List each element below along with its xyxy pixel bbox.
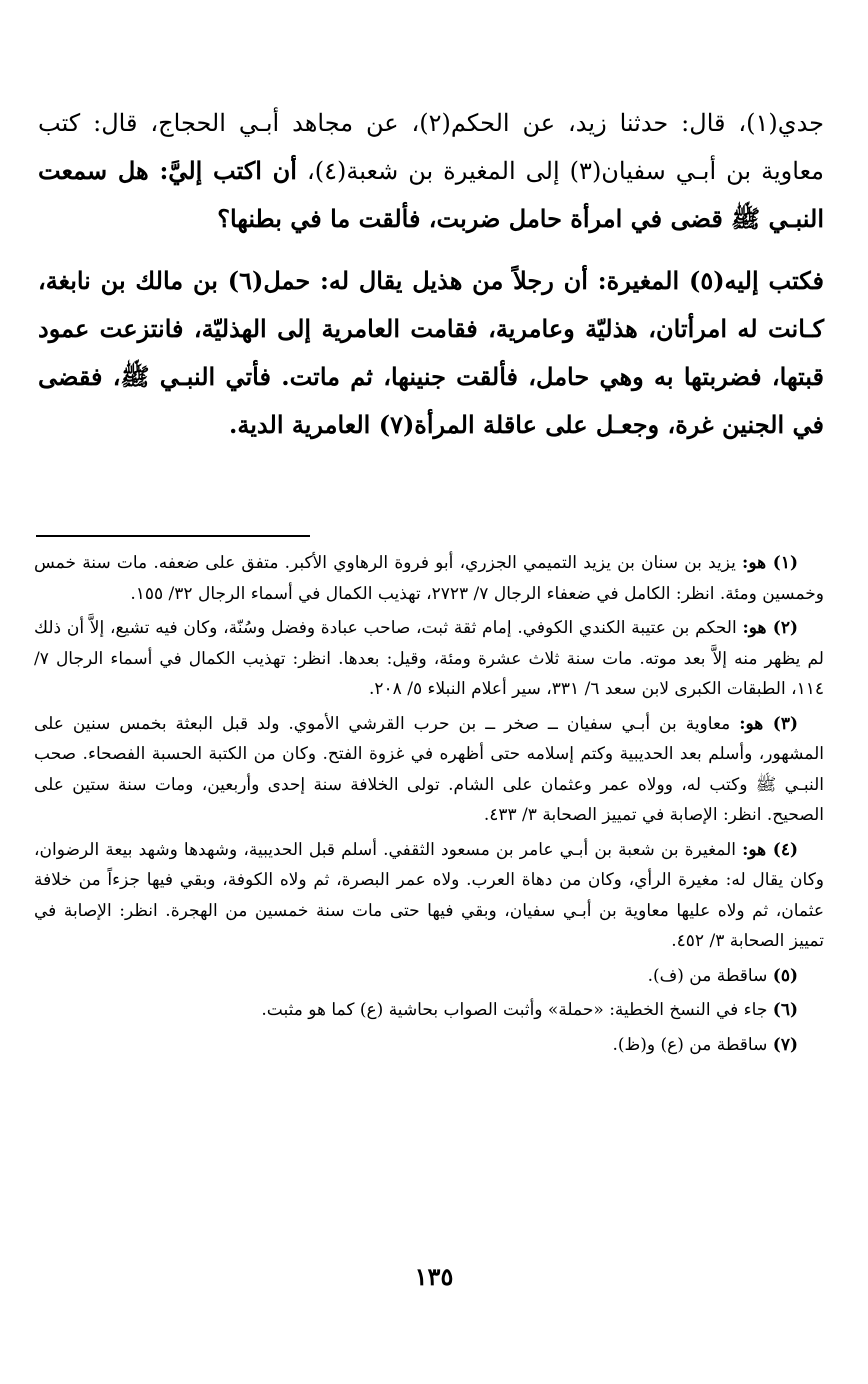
footnote-label: (٧) bbox=[772, 1034, 798, 1055]
main-paragraph-2 bbox=[38, 257, 824, 449]
paragraph-bold-text: فكتب إليه(٥) المغيرة: أن رجلاً من هذيل يقال له: حمل(٦) بن مالك بن نابغة، كـانت له امرأتان، هذليّة وعامرية، فقامت العامرية إلى الهذليّة، فانتزعت عمود قبتها، فضربتها به وهي حامل، فألقت جنينها، ثم ماتت. فأتي النبـي ﷺ، فقضى في الجنين غرة، وجعـل على عاقلة المرأة(٧) العامرية الدية. bbox=[38, 266, 824, 439]
footnote-1 bbox=[34, 548, 824, 609]
footnote-label: (٦) bbox=[772, 1000, 798, 1020]
footnote-text: ساقطة من (ع) و(ظ). bbox=[612, 1034, 773, 1055]
footnote-4 bbox=[34, 835, 824, 957]
footnote-text: جاء في النسخ الخطية: «حملة» وأثبت الصواب بحاشية (ع) كما هو مثبت. bbox=[261, 1000, 773, 1020]
footnote-3 bbox=[34, 709, 824, 831]
footnote-text: الحكم بن عتيبة الكندي الكوفي. إمام ثقة ثبت، صاحب عبادة وفضل وسُنّة، وكان فيه تشيع، إلاَّ أن ذلك لم يظهر منه إلاَّ بعد موته. مات سنة ثلاث عشرة ومئة، وقيل: بعدها. انظر: تهذيب الكمال في أسماء الرجال ٧/ ١١٤، الطبقات الكبرى لابن سعد ٦/ ٣٣١، سير أعلام النبلاء ٥/ ٢٠٨. bbox=[34, 618, 824, 699]
footnote-label: (٣) هو: bbox=[739, 713, 798, 734]
footnote-2 bbox=[34, 613, 824, 705]
paragraph-plain-text: جدي(١)، قال: حدثنا زيد، عن الحكم(٢)، عن مجاهد أبـي الحجاج، قال: كتب معاوية بن أبـي سفيان(٣) إلى المغيرة بن شعبة(٤)، bbox=[38, 109, 825, 185]
footnotes bbox=[34, 548, 824, 1060]
main-text bbox=[38, 100, 824, 449]
footnote-text: معاوية بن أبـي سفيان ــ صخر ــ بن حرب القرشي الأموي. ولد قبل البعثة بخمس سنين على المشهور، وأسلم بعد الحديبية وكتم إسلامه حتى أظهره في غزوة الفتح. وكان من الكتبة الحسبة الفصحاء. صحب النبـي ﷺ وكتب له، وولاه عمر وعثمان على الشام. تولى الخلافة سنة إحدى وأربعين، ومات سنة ستين على الصحيح. انظر: الإصابة في تمييز الصحابة ٣/ ٤٣٣. bbox=[34, 713, 824, 825]
footnote-7 bbox=[34, 1030, 824, 1061]
footnote-text: ساقطة من (ف). bbox=[647, 965, 773, 986]
footnote-6 bbox=[34, 995, 824, 1026]
footnote-label: (١) هو: bbox=[742, 553, 798, 573]
footnote-separator bbox=[36, 535, 310, 537]
footnote-label: (٤) هو: bbox=[742, 839, 798, 860]
footnote-label: (٢) هو: bbox=[742, 618, 798, 638]
footnote-text: يزيد بن سنان بن يزيد التميمي الجزري، أبو فروة الرهاوي الأكبر. متفق على ضعفه. مات سنة خمس وخمسين ومئة. انظر: الكامل في ضعفاء الرجال ٧/ ٢٧٢٣، تهذيب الكمال في أسماء الرجال ٣٢/ ١٥٥. bbox=[34, 553, 824, 604]
footnote-5 bbox=[34, 961, 824, 992]
main-paragraph-1 bbox=[38, 100, 824, 243]
page-number: ١٣٥ bbox=[414, 1262, 454, 1291]
footnote-label: (٥) bbox=[772, 965, 798, 986]
paragraph-bold-text: أن اكتب إليَّ: هل سمعت النبـي ﷺ قضى في امرأة حامل ضربت، فألقت ما في بطنها؟ bbox=[38, 156, 824, 233]
footnote-text: المغيرة بن شعبة بن أبـي عامر بن مسعود الثقفي. أسلم قبل الحديبية، وشهدها وشهد بيعة الرضوان، وكان يقال له: مغيرة الرأي، وكان من دهاة العرب. ولاه عمر البصرة، ثم ولاه الكوفة، وبقي فيها جزءاً من خلافة عثمان، ثم ولاه عليها معاوية بن أبـي سفيان، وبقي فيها حتى مات سنة خمسين من الهجرة. انظر: الإصابة في تمييز الصحابة ٣/ ٤٥٢. bbox=[34, 839, 824, 951]
